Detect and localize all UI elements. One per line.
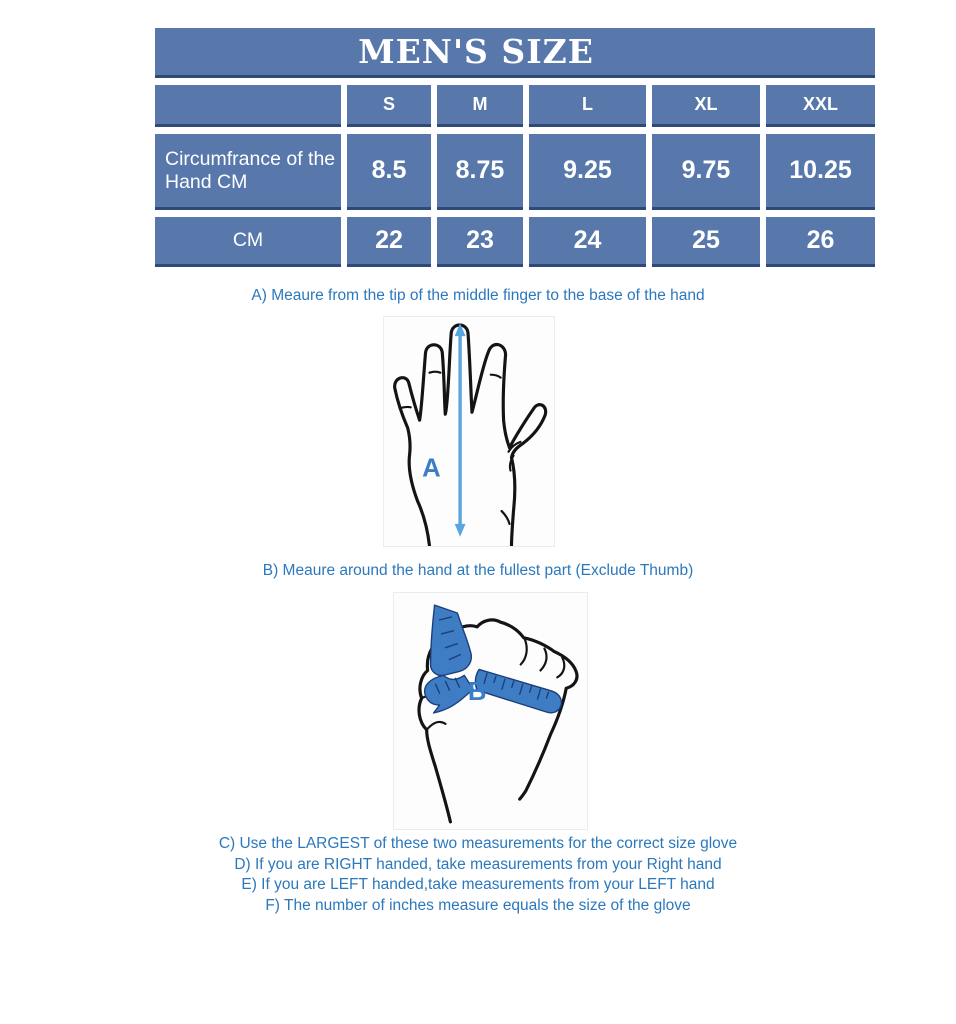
- fist-illustration: [394, 593, 587, 829]
- cm-xxl: 26: [766, 217, 875, 267]
- size-header-s: S: [347, 85, 431, 127]
- sizing-notes: [0, 834, 956, 916]
- open-hand-illustration: [384, 317, 554, 546]
- hand-length-figure: [383, 316, 555, 547]
- row-label-circumference: Circumfrance of the Hand CM: [155, 134, 341, 210]
- hand-circumference-figure: [393, 592, 588, 830]
- instruction-a: A) Meaure from the tip of the middle finger to the base of the hand: [251, 287, 705, 304]
- cm-l: 24: [529, 217, 646, 267]
- corner-cell: [155, 85, 341, 127]
- circumference-m: 8.75: [437, 134, 523, 210]
- hand-outline: [395, 325, 546, 546]
- cm-xl: 25: [652, 217, 760, 267]
- fist-figure-label: B: [467, 678, 487, 707]
- tape-ribbon-upper: [431, 605, 472, 675]
- hand-figure-label: A: [422, 454, 441, 483]
- row-label-cm: CM: [155, 217, 341, 267]
- size-header-l: L: [529, 85, 646, 127]
- cm-m: 23: [437, 217, 523, 267]
- arrow-head-down: [455, 524, 466, 537]
- size-header-xl: XL: [652, 85, 760, 127]
- tape-band-straight: [475, 669, 561, 712]
- note-e: E) If you are LEFT handed,take measurements from your LEFT hand: [241, 876, 715, 893]
- cm-s: 22: [347, 217, 431, 267]
- table-title: MEN'S SIZE: [155, 28, 875, 78]
- tape-ribbon-fold: [425, 675, 474, 713]
- note-f: F) The number of inches measure equals the size of the glove: [265, 896, 691, 914]
- size-header-m: M: [437, 85, 523, 127]
- note-d: D) If you are RIGHT handed, take measurements from your Right hand: [234, 855, 722, 873]
- size-header-xxl: XXL: [766, 85, 875, 127]
- circumference-xl: 9.75: [652, 134, 760, 210]
- mens-size-table: [155, 28, 875, 267]
- instruction-b: B) Meaure around the hand at the fullest part (Exclude Thumb): [262, 562, 694, 579]
- circumference-l: 9.25: [529, 134, 646, 210]
- note-c: C) Use the LARGEST of these two measurements for the correct size glove: [218, 835, 738, 852]
- circumference-xxl: 10.25: [766, 134, 875, 210]
- circumference-s: 8.5: [347, 134, 431, 210]
